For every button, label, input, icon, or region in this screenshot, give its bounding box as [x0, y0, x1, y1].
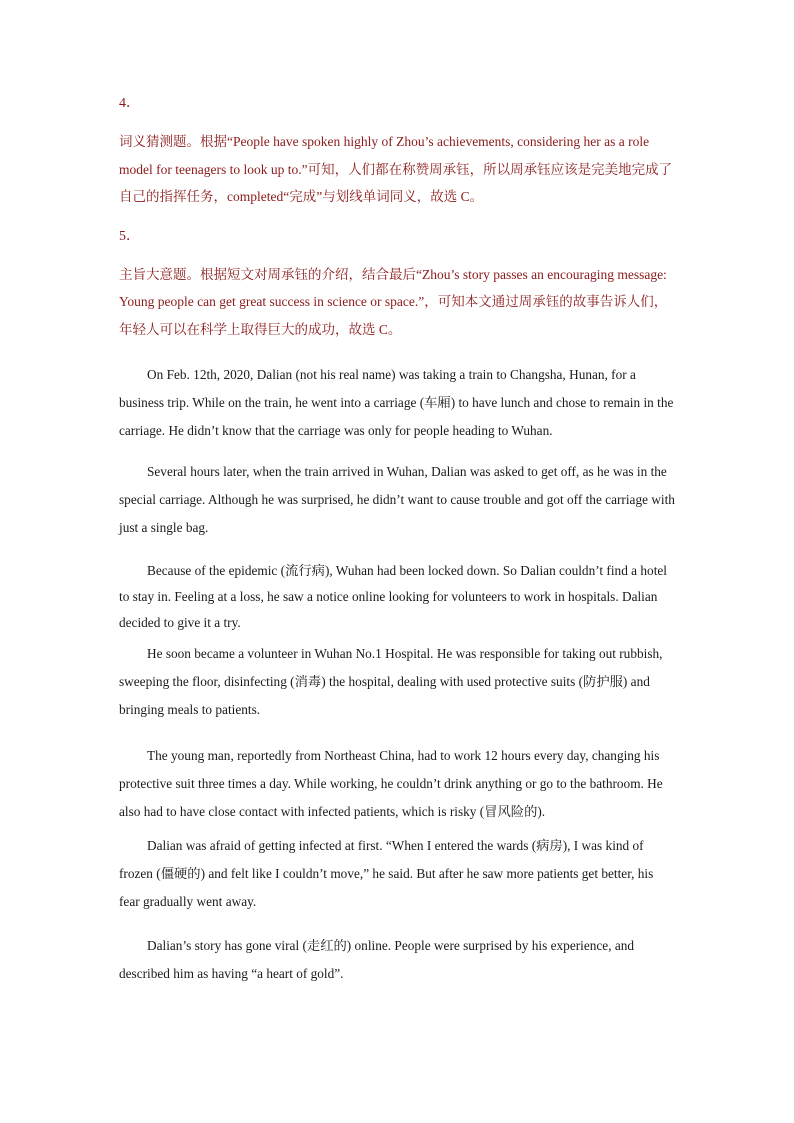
passage-paragraph-2: Several hours later, when the train arrived in Wuhan, Dalian was asked to get off, as he was in the special carriage. Although he was surprised, he didn’t want to cause trouble and got off the carriage with just a single bag. [119, 464, 675, 535]
question-number-4: 4． [119, 96, 140, 111]
passage-paragraph-3: Because of the epidemic (流行病), Wuhan had been locked down. So Dalian couldn’t find a hotel to stay in. Feeling at a loss, he saw a notice online looking for volunteers to work in hospitals. Dalian decided to give it a try. [119, 563, 667, 630]
question-number-5: 5． [119, 228, 140, 244]
passage-paragraph-4: He soon became a volunteer in Wuhan No.1 Hospital. He was responsible for taking out rubbish, sweeping the floor, disinfecting (消毒) the hospital, dealing with used protective suits (防护服) and bringing meals to patients. [119, 646, 663, 717]
passage-paragraph-5: The young man, reportedly from Northeast China, had to work 12 hours every day, changing his protective suit three times a day. While working, he couldn’t drink anything or go to the bathroom. He also had to have close contact with infected patients, which is risky (冒风险的). [119, 748, 663, 819]
passage-paragraph-1: On Feb. 12th, 2020, Dalian (not his real name) was taking a train to Changsha, Hunan, for a business trip. While on the train, he went into a carriage (车厢) to have lunch and chose to remain in the carriage. He didn’t know that the carriage was only for people heading to Wuhan. [119, 367, 674, 438]
answer-explanation-5: 主旨大意题。根据短文对周承钰的介绍，结合最后“Zhou’s story passes an encouraging message: Young people can get great success in science or space.”，可知本文通过周承钰的故事告诉人们，年轻人可以在科学上取得巨大的成功，故选 C。 [119, 266, 668, 337]
passage-paragraph-7: Dalian’s story has gone viral (走红的) online. People were surprised by his experience, and described him as having “a heart of gold”. [119, 938, 635, 981]
answer-explanation-4: 词义猜测题。根据“People have spoken highly of Zhou’s achievements, considering her as a role model for teenagers to look up to.”可知，人们都在称赞周承钰，所以周承钰应该是完美地完成了自己的指挥任务，completed“完成”与划线单词同义，故选 C。 [119, 134, 673, 204]
reading-passage [119, 361, 675, 988]
answer-explanations [119, 92, 679, 357]
passage-paragraph-6: Dalian was afraid of getting infected at first. “When I entered the wards (病房), I was kind of frozen (僵硬的) and felt like I couldn’t move,” he said. But after he saw more patients get better, his fear gradually went away. [119, 838, 654, 909]
